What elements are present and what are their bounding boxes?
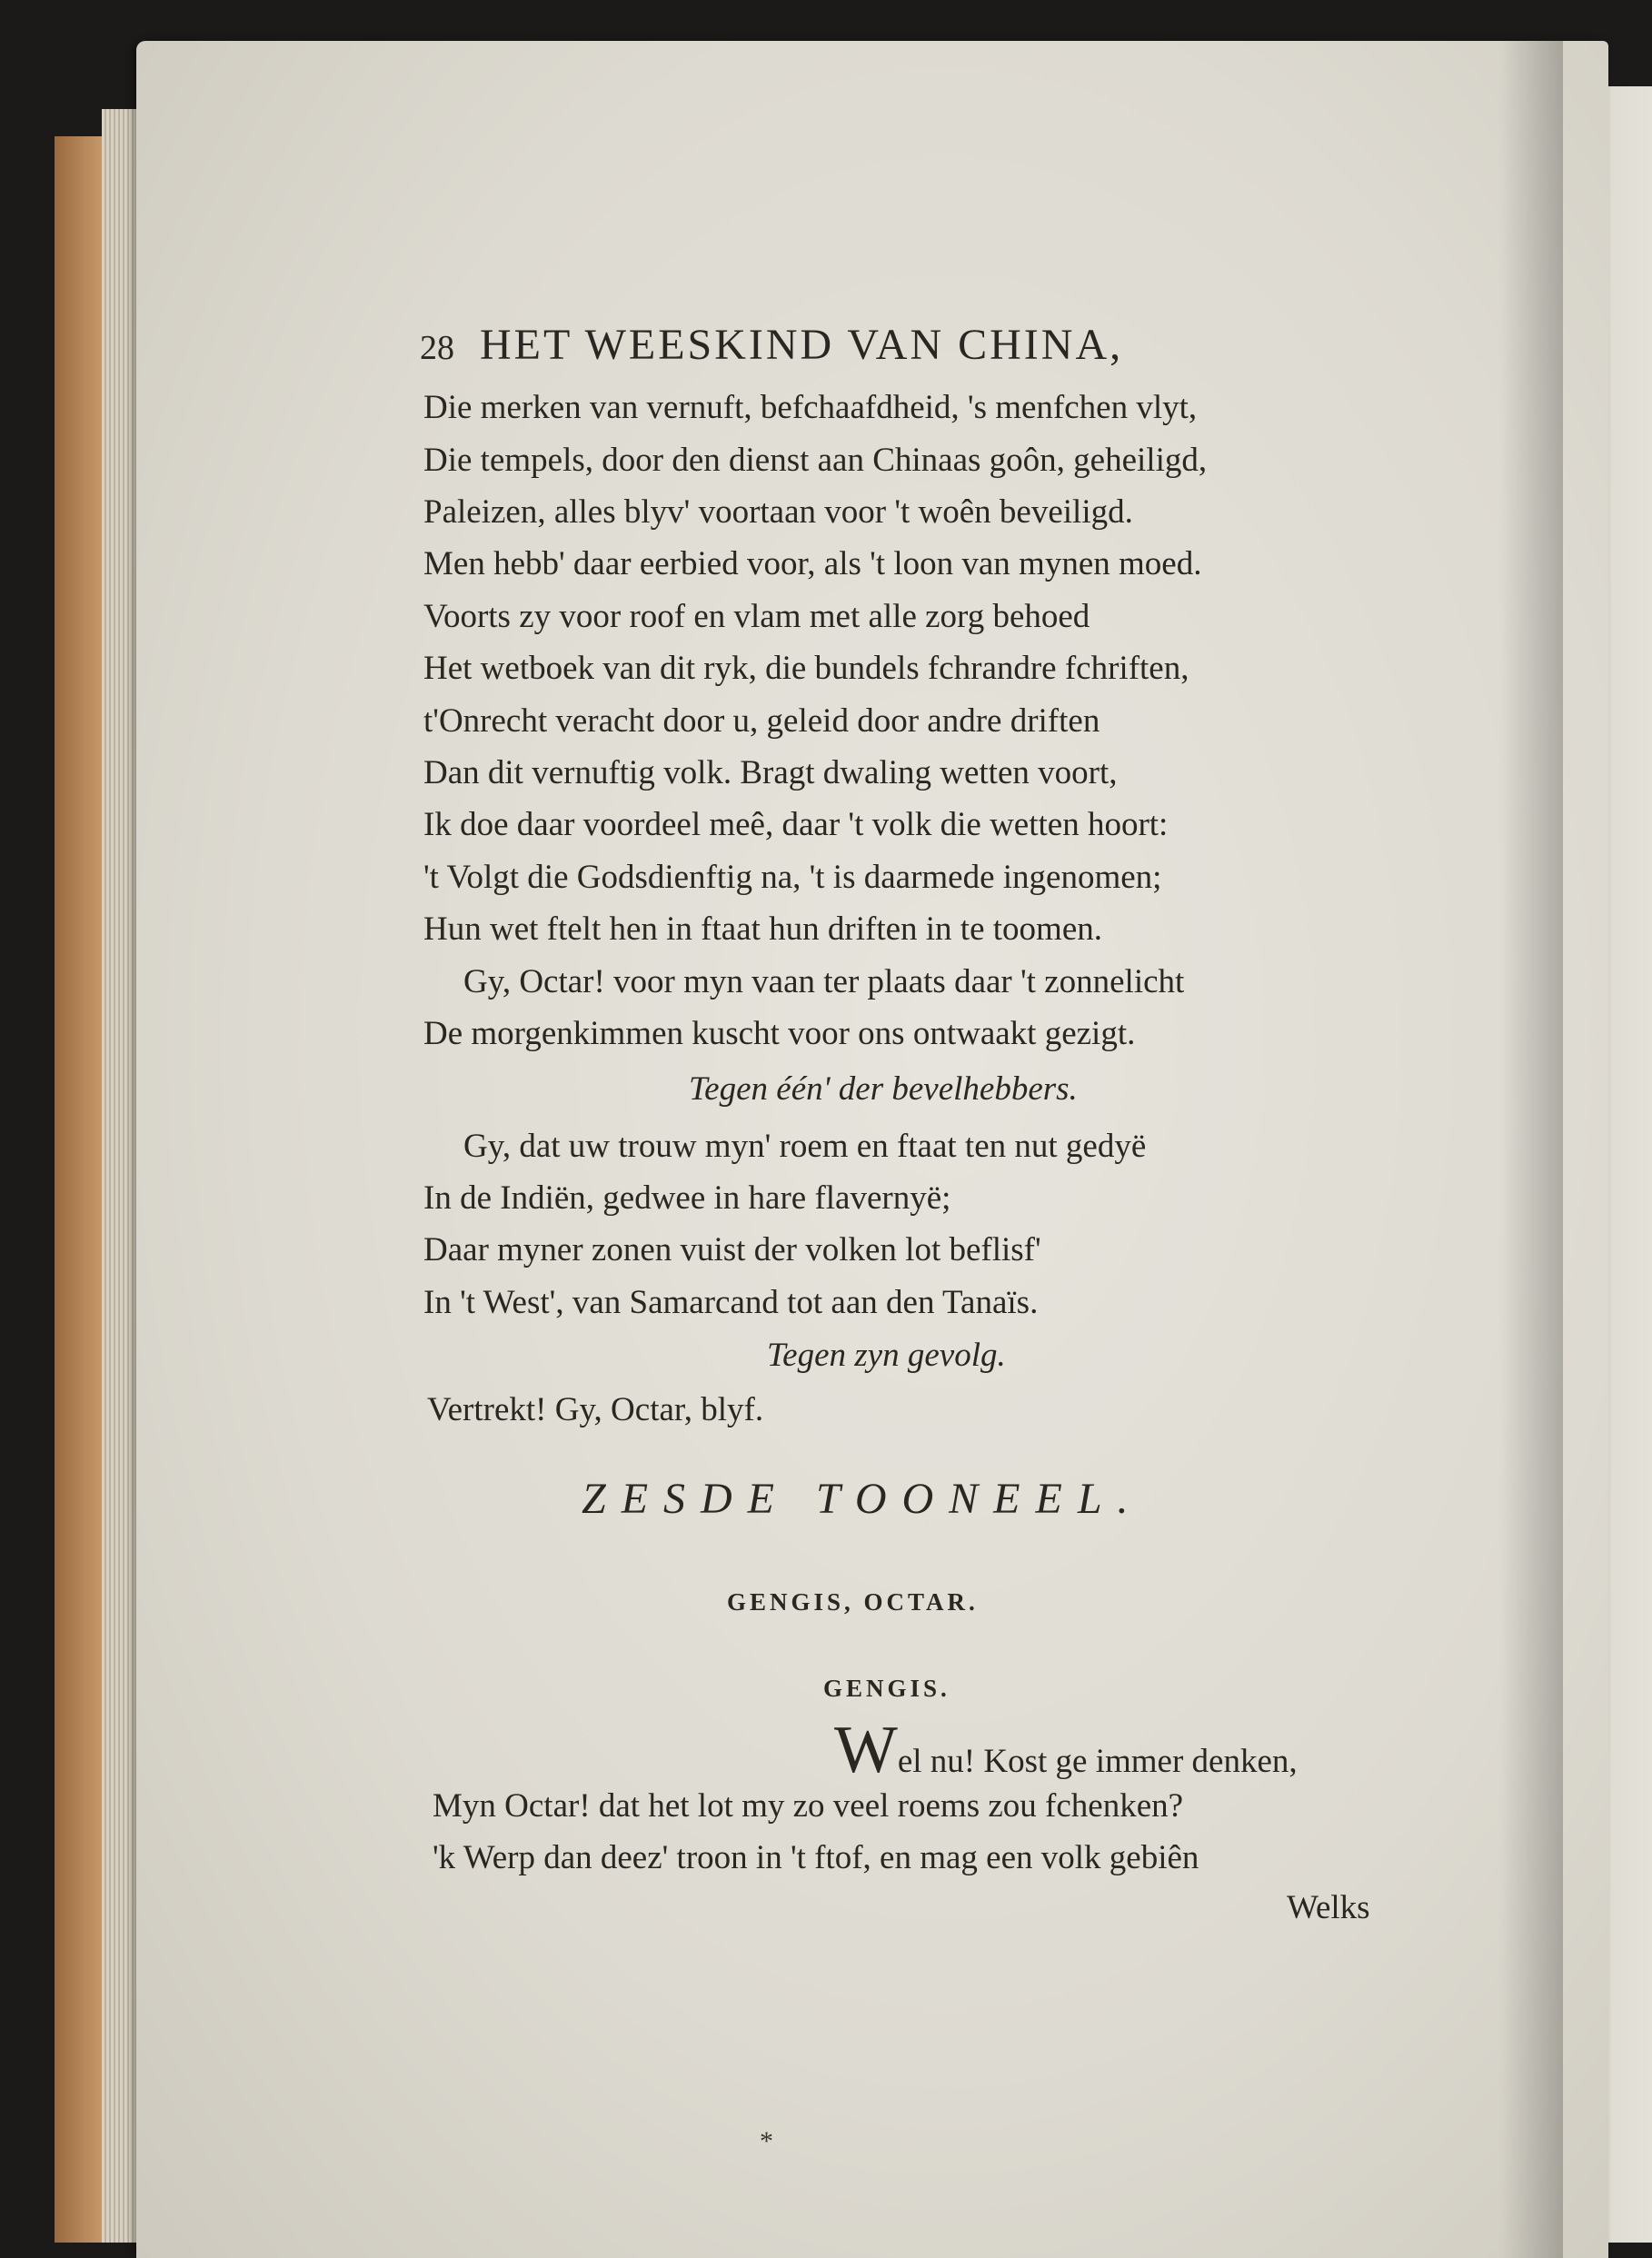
- verse-line: Die tempels, door den dienst aan Chinaas goôn, geheiligd,: [423, 442, 1208, 479]
- verse-line: Myn Octar! dat het lot my zo veel roems zou fchenken?: [433, 1787, 1184, 1825]
- signature-mark: *: [760, 2126, 773, 2156]
- verse-line: Daar myner zonen vuist der volken lot beflisf': [423, 1231, 1041, 1268]
- catchword: Welks: [1287, 1889, 1370, 1926]
- verse-line: Hun wet ftelt hen in ftaat hun driften in te toomen.: [423, 910, 1102, 948]
- verse-line: Men hebb' daar eerbied voor, als 't loon van mynen moed.: [423, 545, 1202, 582]
- verse-line: 't Volgt die Godsdienftig na, 't is daarmede ingenomen;: [423, 859, 1162, 896]
- running-header: [420, 320, 1123, 370]
- gutter-shadow: [1499, 41, 1563, 2258]
- verse-line: Gy, Octar! voor myn vaan ter plaats daar 't zonnelicht: [463, 963, 1185, 1000]
- scene-title: ZESDE TOONEEL.: [582, 1475, 1144, 1523]
- verse-line: Vertrekt! Gy, Octar, blyf.: [427, 1391, 764, 1428]
- verse-line: Die merken van vernuft, befchaafdheid, 's menfchen vlyt,: [423, 389, 1198, 426]
- stage-direction: Tegen zyn gevolg.: [767, 1337, 1006, 1374]
- verse-line: In de Indiën, gedwee in hare flavernyë;: [423, 1179, 951, 1217]
- verse-line: 'k Werp dan deez' troon in 't ftof, en mag een volk gebiên: [433, 1839, 1199, 1876]
- verse-line: Voorts zy voor roof en vlam met alle zorg behoed: [423, 598, 1090, 635]
- stage-direction: Tegen één' der bevelhebbers.: [689, 1070, 1078, 1108]
- page-number: 28: [420, 329, 454, 367]
- verse-line: Paleizen, alles blyv' voortaan voor 't woên beveiligd.: [423, 493, 1133, 531]
- verse-line: Gy, dat uw trouw myn' roem en ftaat ten nut gedyë: [463, 1128, 1147, 1165]
- verse-line: De morgenkimmen kuscht voor ons ontwaakt gezigt.: [423, 1015, 1136, 1052]
- verse-line: Ik doe daar voordeel meê, daar 't volk die wetten hoort:: [423, 806, 1169, 843]
- verse-line: t'Onrecht veracht door u, geleid door andre driften: [423, 702, 1100, 740]
- verse-line: Het wetboek van dit ryk, die bundels fchrandre fchriften,: [423, 650, 1189, 687]
- verse-line-rest: el nu! Kost ge immer denken,: [897, 1743, 1298, 1780]
- scene-characters: GENGIS, OCTAR.: [727, 1588, 979, 1616]
- drop-capital: W: [834, 1713, 898, 1787]
- speaker-name: GENGIS.: [823, 1675, 950, 1702]
- verse-line: Dan dit vernuftig volk. Bragt dwaling wetten voort,: [423, 754, 1118, 791]
- running-title: HET WEESKIND VAN CHINA,: [480, 321, 1124, 369]
- verse-line: In 't West', van Samarcand tot aan den Tanaïs.: [423, 1284, 1039, 1321]
- verse-line-opening: [834, 1713, 1298, 1787]
